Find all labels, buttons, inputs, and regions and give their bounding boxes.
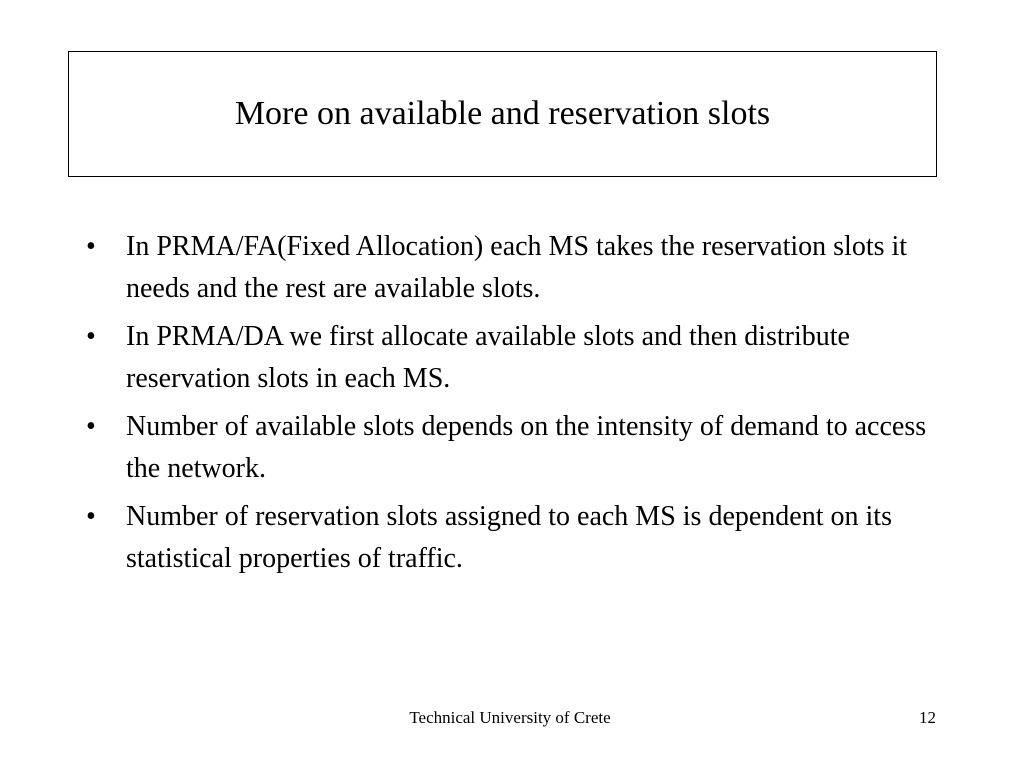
bullet-item: [86, 226, 966, 310]
bullet-text: Number of available slots depends on the intensity of demand to access the network.: [126, 411, 927, 484]
bullet-list: [86, 226, 966, 586]
bullet-marker: •: [86, 411, 96, 442]
bullet-marker: •: [86, 321, 96, 352]
bullet-text: In PRMA/DA we first allocate available slots and then distribute reservation slots in each MS.: [126, 321, 850, 394]
bullet-text: Number of reservation slots assigned to each MS is dependent on its statistical properties of traffic.: [126, 501, 892, 574]
slide-title: More on available and reservation slots: [234, 94, 771, 132]
bullet-item: [86, 316, 966, 400]
bullet-marker: •: [86, 501, 96, 532]
bullet-text: In PRMA/FA(Fixed Allocation) each MS takes the reservation slots it needs and the rest are available slots.: [126, 231, 908, 304]
bullet-item: [86, 406, 966, 490]
footer-institution: Technical University of Crete: [409, 708, 611, 727]
page-number: 12: [919, 708, 936, 727]
bullet-marker: •: [86, 231, 96, 262]
title-box: [68, 51, 937, 177]
bullet-item: [86, 496, 966, 580]
